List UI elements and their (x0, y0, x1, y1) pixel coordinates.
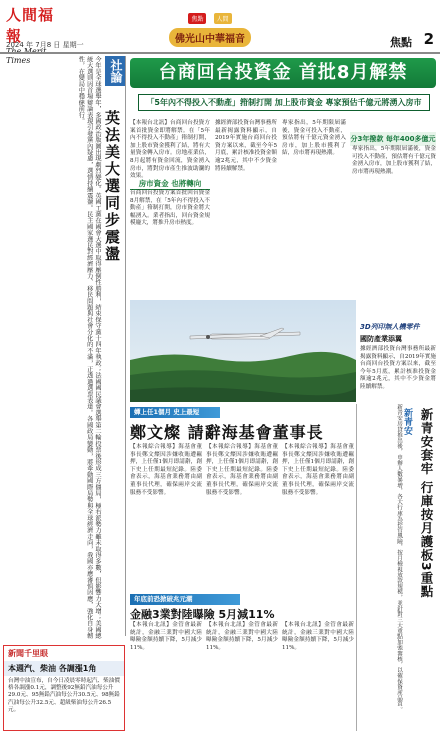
column-divider (356, 404, 357, 731)
section-badge: 焦點 (188, 13, 206, 24)
drone-title: 3D列印無人機零件 (360, 323, 420, 331)
section-title: 佛光山中華福音 (169, 28, 251, 47)
section-banner (150, 6, 270, 45)
story3-col-2: 【本報台北訊】金管會最新統計，金融三業對中國大陸曝險金額持續下降，5月減少11%。 (206, 622, 278, 651)
news-brief-title: 本週汽、柴油 各調漲1角 (4, 661, 124, 676)
editorial-title: 英法美大選同步震盪 (103, 110, 121, 263)
story2-headline: 鄭文燦 請辭海基會董事長 (130, 423, 324, 442)
main-headline: 台商回台投資金 首批8月解禁 (130, 58, 436, 88)
editorial-body: 今年是全球選舉年，多國政治版圖出現劇烈變化。英國工黨在國會大選中取得壓倒性勝利，結束保守黨十四年執政；法國國民議會選舉第二輪投票後形成三方僵局，極右派勢力雖未取得多數，但影響力大增；美國總統大選則因首場辯論表現引發黨內疑慮，選情持續震盪。民主國家選民對經濟壓力、移民問題與社會分化的不滿，正透過選票表達。各國政局變動，將牽動國際局勢與全球經濟走向，我國亦應審慎因應，強化自身韌性，在變局中穩健前行。 (77, 56, 101, 639)
header-rule (0, 52, 440, 54)
story4-headline: 新青安套牢 行庫按月護板3重點 (419, 408, 434, 599)
masthead-name-cn: 人間福報 (6, 6, 55, 45)
drone-body: 據經濟部投資台灣事務所最新揭露資料顯示，自2019年實施台商回台投資方案以來，截至今年5月底，累計核准投資金額逾2兆元，其中不少資金將陸續解禁。 (360, 346, 436, 390)
issue-date: 2024 年 7月8 日 星期一 (6, 41, 84, 49)
story2-ribbon: 蟬上任1個月 史上最短 (130, 407, 220, 418)
news-brief-box (3, 645, 125, 731)
story4-subheadline: 新青安 (402, 408, 412, 435)
main-col-2: 台商回台投資方案首批回台資金8月解禁，在「5年內不得投入不動產」箝制打開，房市資金將大幅湧入。業者指出，回台資金規模龐大，將推升房市熱度。 (130, 190, 210, 227)
main-subheadline: 「5年內不得投入不動產」箝制打開 加上股市資金 專家預估千億元將湧入房市 (138, 94, 430, 111)
drone-subtitle: 國防產業添翼 (360, 335, 402, 343)
story2-col-3: 【本報綜合報導】海基會董事長鄭文燦因涉嫌收賄遭羈押，上任僅1個月即請辭，創下史上任期最短紀錄。陸委會表示，海基會業務將由副董事長代理，確保兩岸交流服務不受影響。 (282, 444, 354, 496)
column-divider (125, 56, 126, 636)
story2-col-1: 【本報綜合報導】海基會董事長鄭文燦因涉嫌收賄遭羈押，上任僅1個月即請辭，創下史上任期最短紀錄。陸委會表示，海基會業務將由副董事長代理，確保兩岸交流服務不受影響。 (130, 444, 202, 496)
news-brief-body: 台灣中油宣布，自今日凌晨零時起汽、柴油價格各調漲0.1元，調整後92無鉛汽油每公升29.0元、95無鉛汽油每公升30.5元、98無鉛汽油每公升32.5元、超級柴油每公升26.5元。 (8, 678, 120, 713)
drone-caption (360, 322, 436, 344)
main-side-tag: 分3年撥款 每年400多億元 (350, 132, 436, 146)
page-number: 2 (423, 30, 434, 48)
news-brief-head: 新聞千里眼 (4, 646, 124, 661)
main-col-5: 專家指出，5年期限屆滿後，資金可投入不動產，預估將有千億元資金湧入房市，加上股市獲利了結，房市將再現熱潮。 (352, 146, 436, 175)
story2-col-2: 【本報綜合報導】海基會董事長鄭文燦因涉嫌收賄遭羈押，上任僅1個月即請辭，創下史上任期最短紀錄。陸委會表示，海基會業務將由副董事長代理，確保兩岸交流服務不受影響。 (206, 444, 278, 496)
page-tag: 焦點 (390, 36, 412, 49)
masthead-name-en: Times (6, 56, 31, 65)
drone-photo-image (130, 300, 356, 402)
main-col-1: 【本報台北訊】台商回台投資方案首批資金即將解禁。在「5年內不得投入不動產」箝制打開，加上股市資金獲利了結，將有大量資金轉入房市。房地產業估，8月起將有資金回流，資金湧入房市，將對房市產生推波助瀾的效果。 (130, 120, 210, 180)
story3-col-1: 【本報台北訊】金管會最新統計，金融三業對中國大陸曝險金額持續下降，5月減少11%。 (130, 622, 202, 651)
drone-photo (130, 300, 356, 402)
story3-col-3: 【本報台北訊】金管會最新統計，金融三業對中國大陸曝險金額持續下降，5月減少11%。 (282, 622, 354, 651)
editorial-label: 社論 (105, 56, 125, 86)
editorial-column (3, 56, 125, 641)
story3-headline: 金融3業對陸曝險 5月減11% (130, 608, 275, 621)
main-mid-head: 房市資金 也將轉向 (130, 178, 210, 190)
story4-body: 新青安房貸推出後，申辦人數暴增，各大行庫為控管風險，按月檢視放款規模，並針對三大重點加強審核，以確保資產品質。 (396, 404, 402, 712)
story3-ribbon: 年底前恐掀破兆元潮 (130, 594, 240, 605)
main-col-3: 據經濟部投資台灣事務所最新揭露資料顯示，自2019年實施台商回台投資方案以來，截至今年5月底，累計核准投資金額逾2兆元，其中不少資金將陸續解禁。 (215, 120, 277, 172)
main-col-4: 專家指出，5年期限屆滿後，資金可投入不動產，預估將有千億元資金湧入房市，加上股市獲利了結，房市將再現熱潮。 (282, 120, 346, 157)
section-sub: 人間 (214, 13, 232, 24)
